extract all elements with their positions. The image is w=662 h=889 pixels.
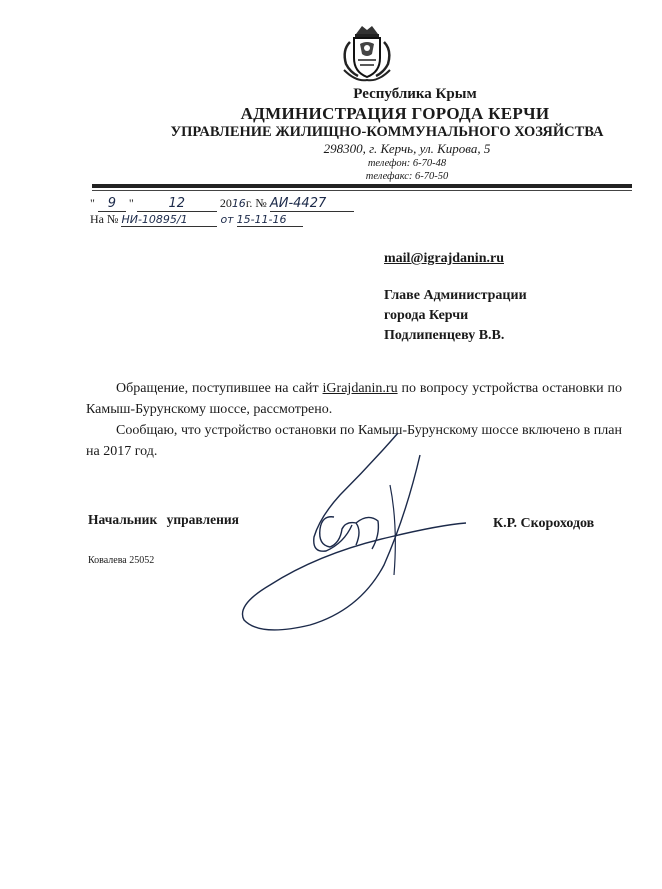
year-prefix: 20: [219, 196, 232, 210]
recipient-line: Подлипенцеву В.В.: [384, 328, 505, 343]
header-divider-thin: [92, 190, 632, 191]
header-divider-thick: [92, 184, 632, 188]
header-fax: телефакс: 6-70-50: [365, 171, 449, 182]
paragraph-1-start: Обращение, поступившее на сайт: [116, 381, 323, 396]
registration-number: АИ-4427: [270, 196, 354, 212]
site-link: iGrajdanin.ru: [322, 381, 398, 396]
body-paragraph-1: [86, 378, 622, 420]
reference-from: от: [220, 213, 234, 226]
registration-month: 12: [137, 196, 217, 212]
handwritten-signature: [230, 425, 480, 640]
quote-close: ": [128, 196, 134, 210]
signatory-title: Начальник управления: [88, 512, 239, 527]
recipient-line: города Керчи: [384, 308, 469, 323]
registration-year: 16: [231, 197, 246, 210]
reference-number: НИ-10895/1: [121, 213, 217, 227]
reference-label: На №: [90, 212, 119, 226]
year-suffix: г. №: [245, 196, 267, 210]
quote-open: ": [90, 196, 95, 210]
reference-date: 15-11-16: [237, 213, 303, 227]
header-address: 298300, г. Керчь, ул. Кирова, 5: [323, 141, 491, 156]
registration-day: 9: [98, 196, 126, 212]
coat-of-arms-emblem: [336, 20, 398, 84]
registration-date-line: [90, 196, 354, 212]
header-administration: АДМИНИСТРАЦИЯ ГОРОДА КЕРЧИ: [240, 104, 550, 123]
header-phone: телефон: 6-70-48: [367, 158, 447, 169]
paragraph-1-end: по вопросу устройства остановки по Камыш-Бурунскому шоссе, рассмотрено.: [86, 381, 622, 417]
header-department: УПРАВЛЕНИЕ ЖИЛИЩНО-КОММУНАЛЬНОГО ХОЗЯЙСТВА: [170, 124, 604, 140]
recipient-line: Главе Администрации: [384, 288, 527, 303]
registration-reference-line: [90, 212, 303, 227]
recipient-email: mail@igrajdanin.ru: [384, 251, 504, 266]
header-region: Республика Крым: [353, 86, 477, 102]
paragraph-2-text: Сообщаю, что устройство остановки по Камыш-Бурунскому шоссе включено в план на 2017 год.: [86, 423, 622, 459]
signatory-name: К.Р. Скороходов: [493, 516, 595, 531]
executor-note: Ковалева 25052: [88, 555, 155, 566]
